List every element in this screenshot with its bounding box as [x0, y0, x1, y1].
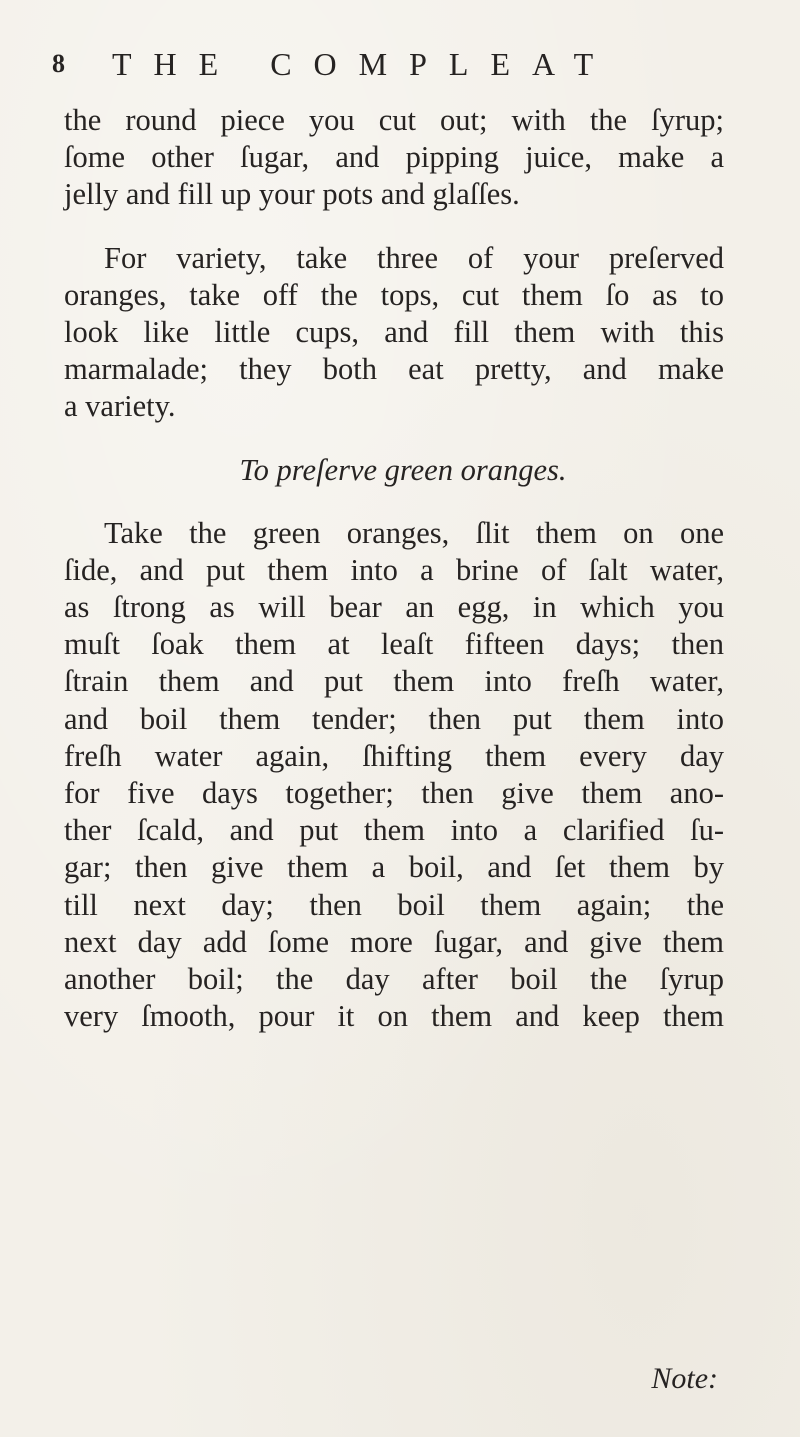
text-line: gar; then give them a boil, and ſet them by: [64, 850, 724, 885]
paragraph-gap: [64, 214, 724, 240]
running-head: [52, 44, 752, 84]
text-line: very ſmooth, pour it on them and keep them: [64, 999, 724, 1034]
text-line: another boil; the day after boil the ſyrup: [64, 961, 724, 996]
body-text: [64, 102, 724, 1035]
text-line: For variety, take three of your preſerved: [104, 240, 724, 275]
paragraph-1: [64, 102, 724, 214]
recipe-heading: To preſerve green oranges.: [239, 452, 567, 487]
paragraph-2: [64, 240, 724, 426]
text-line: jelly and fill up your pots and glaſſes.: [64, 177, 520, 212]
running-title: THE COMPLEAT: [112, 46, 616, 82]
text-line: Take the green oranges, ſlit them on one: [104, 515, 724, 550]
text-line: for five days together; then give them ano-: [64, 776, 724, 810]
text-line: oranges, take off the tops, cut them ſo as to: [64, 277, 724, 312]
text-line: and boil them tender; then put them into: [64, 701, 724, 736]
page-number: 8: [52, 49, 65, 78]
text-line: as ſtrong as will bear an egg, in which you: [64, 590, 724, 625]
text-line: next day add ſome more ſugar, and give them: [64, 924, 724, 959]
catchword: Note:: [651, 1362, 718, 1395]
paragraph-gap: [64, 426, 724, 452]
text-line: ſide, and put them into a brine of ſalt water,: [64, 552, 724, 587]
text-line: muſt ſoak them at leaſt fifteen days; then: [64, 627, 724, 662]
text-line: ſtrain them and put them into freſh water,: [64, 664, 724, 699]
text-line: a variety.: [64, 389, 176, 424]
text-line: ſome other ſugar, and pipping juice, make a: [64, 140, 724, 175]
paragraph-3: [64, 515, 724, 1036]
paragraph-gap: [64, 489, 724, 515]
text-line: ther ſcald, and put them into a clarified ſu-: [64, 813, 724, 848]
text-line: marmalade; they both eat pretty, and make: [64, 352, 724, 387]
text-line: look like little cups, and fill them with this: [64, 314, 724, 349]
text-line: till next day; then boil them again; the: [64, 887, 724, 922]
text-line: the round piece you cut out; with the ſyrup;: [64, 103, 724, 137]
text-line: freſh water again, ſhifting them every day: [64, 738, 724, 773]
